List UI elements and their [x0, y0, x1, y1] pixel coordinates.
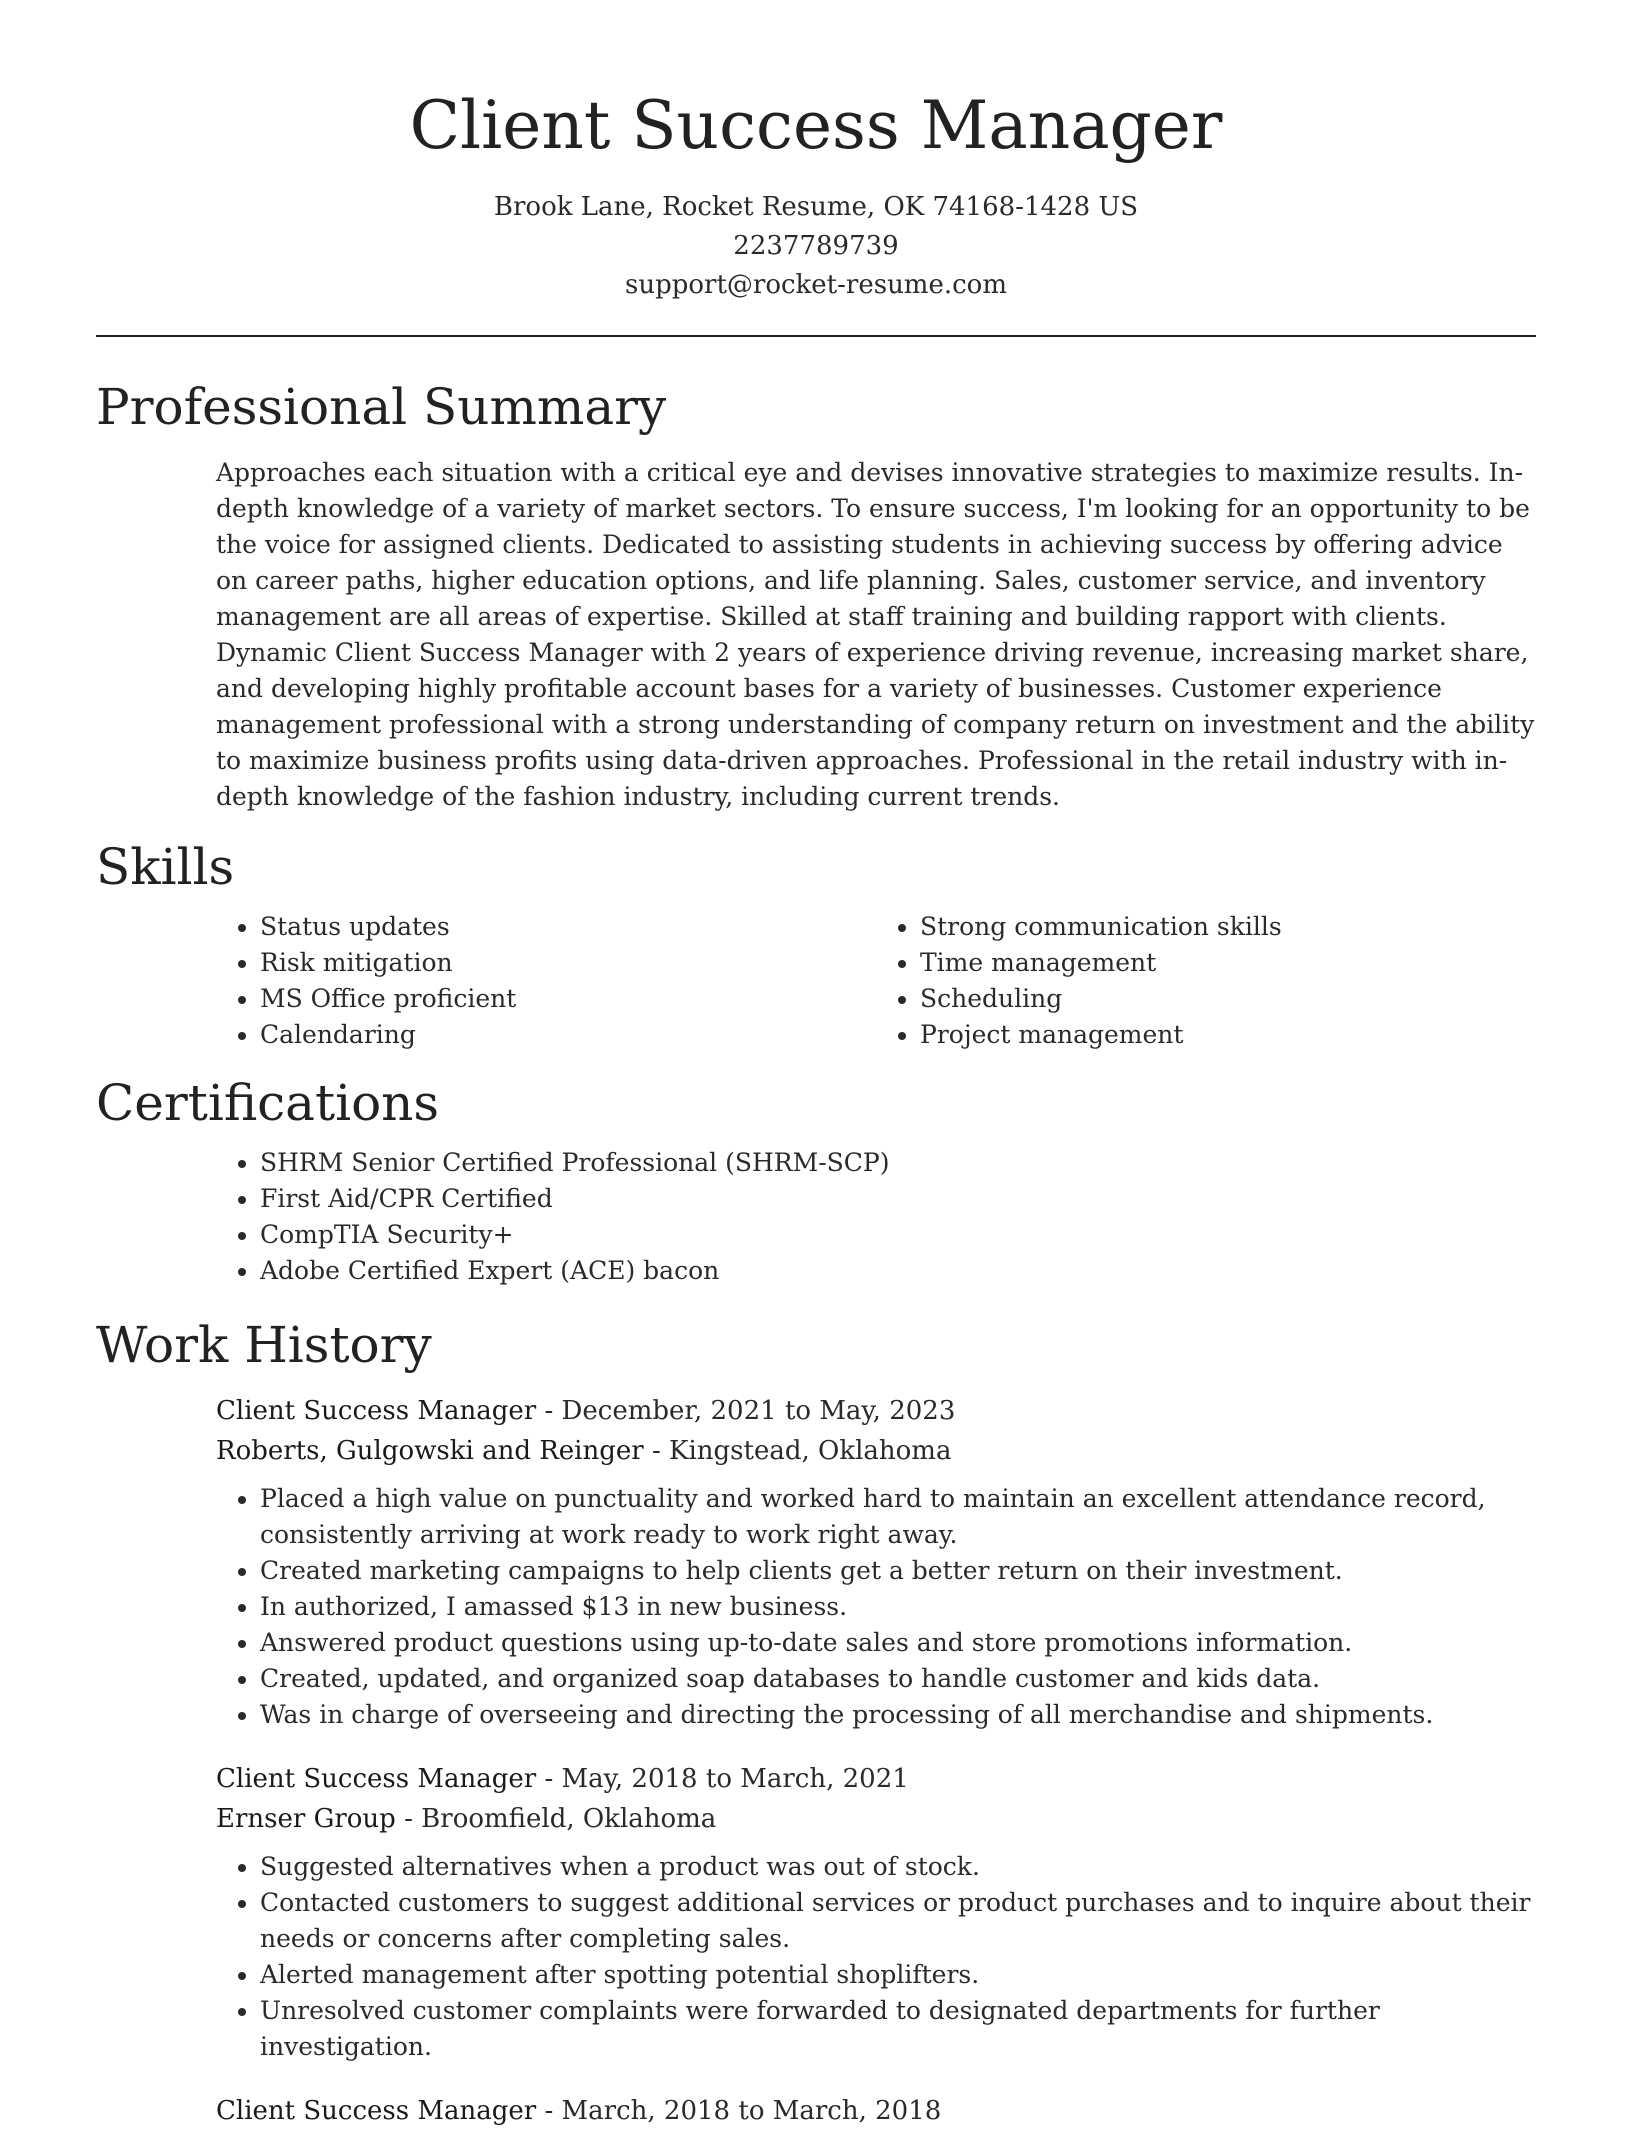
job-bullets: [216, 1849, 1536, 2065]
job-bullet: • Placed a high value on punctuality and worked hard to maintain an excellent attendance record, consistently arriving at work ready to work right away.: [260, 1481, 1536, 1553]
job-bullet: • Was in charge of overseeing and directing the processing of all merchandise and shipments.: [260, 1697, 1536, 1733]
certifications-title: Certifications: [96, 1074, 440, 1132]
job-bullet: • Created marketing campaigns to help clients get a better return on their investment.: [260, 1553, 1536, 1589]
work-history-title: Work History: [96, 1316, 432, 1374]
skills-grid: [216, 909, 1536, 1053]
contact-address: Brook Lane, Rocket Resume, OK 74168-1428 US: [493, 192, 1139, 222]
job-role: Client Success Manager: [216, 2096, 537, 2126]
contact-email: support@rocket-resume.com: [624, 270, 1007, 300]
job-bullet: • Alerted management after spotting potential shoplifters.: [260, 1957, 1536, 1993]
certification-item: • SHRM Senior Certified Professional (SHRM-SCP): [260, 1145, 1536, 1181]
resume-header: [96, 0, 1536, 305]
job-dates: March, 2018 to March, 2018: [561, 2096, 942, 2126]
certifications-section: [96, 1073, 1536, 1289]
job-role: Client Success Manager: [216, 1396, 537, 1426]
contact-phone: 2237789739: [733, 231, 899, 261]
job-location: Broomfield, Oklahoma: [421, 1804, 717, 1834]
job-dates: December, 2021 to May, 2023: [561, 1396, 956, 1426]
summary-text: Approaches each situation with a critical eye and devises innovative strategies to maximize results. In-depth knowledge of a variety of market sectors. To ensure success, I'm looking for an opportunity to be the voice for assigned clients. Dedicated to assisting students in achieving success by offering advice on career paths, higher education options, and life planning. Sales, customer service, and inventory management are all areas of expertise. Skilled at staff training and building rapport with clients. Dynamic Client Success Manager with 2 years of experience driving revenue, increasing market share, and developing highly profitable account bases for a variety of businesses. Customer experience management professional with a strong understanding of company return on investment and the ability to maximize business profits using data-driven approaches. Professional in the retail industry with in-depth knowledge of the fashion industry, including current trends.: [216, 458, 1535, 811]
skill-item: • Project management: [920, 1017, 1536, 1053]
work-history-section: [96, 1315, 1536, 2131]
candidate-name: Client Success Manager: [409, 87, 1223, 164]
skill-item: • MS Office proficient: [260, 981, 876, 1017]
job-title-line: Client Success Manager - December, 2021 to May, 2023: [216, 1396, 956, 1426]
contact-block: [96, 188, 1536, 305]
skill-item: • Scheduling: [920, 981, 1536, 1017]
skill-item: • Risk mitigation: [260, 945, 876, 981]
certifications-list: [216, 1145, 1536, 1289]
job-company-line: Ernser Group - Broomfield, Oklahoma: [216, 1804, 717, 1834]
certification-item: • CompTIA Security+: [260, 1217, 1536, 1253]
job-company: Roberts, Gulgowski and Reinger: [216, 1436, 644, 1466]
skills-right-list: [876, 909, 1536, 1053]
job-bullets: [216, 1481, 1536, 1733]
job-bullet: • Suggested alternatives when a product was out of stock.: [260, 1849, 1536, 1885]
summary-title: Professional Summary: [96, 378, 667, 436]
job-bullet: • Answered product questions using up-to-date sales and store promotions information.: [260, 1625, 1536, 1661]
header-divider: [96, 335, 1536, 337]
job-bullet: • Contacted customers to suggest additional services or product purchases and to inquire about their needs or concerns after completing sales.: [260, 1885, 1536, 1957]
job-title-line: Client Success Manager - March, 2018 to March, 2018: [216, 2096, 942, 2126]
job-title-line: Client Success Manager - May, 2018 to March, 2021: [216, 1764, 909, 1794]
job-location: Kingstead, Oklahoma: [669, 1436, 952, 1466]
certification-item: • Adobe Certified Expert (ACE) bacon: [260, 1253, 1536, 1289]
skill-item: • Time management: [920, 945, 1536, 981]
skills-left-list: [216, 909, 876, 1053]
skill-item: • Strong communication skills: [920, 909, 1536, 945]
job-entry: [216, 1391, 1536, 1733]
skills-section: [96, 837, 1536, 1053]
resume-page: [96, 0, 1536, 2131]
certification-item: • First Aid/CPR Certified: [260, 1181, 1536, 1217]
job-bullet: • Unresolved customer complaints were forwarded to designated departments for further investigation.: [260, 1993, 1536, 2065]
job-entry: [216, 2091, 1536, 2131]
job-company-line: Roberts, Gulgowski and Reinger - Kingstead, Oklahoma: [216, 1436, 952, 1466]
job-dates: May, 2018 to March, 2021: [561, 1764, 909, 1794]
job-company: Ernser Group: [216, 1804, 396, 1834]
job-role: Client Success Manager: [216, 1764, 537, 1794]
job-bullet: • In authorized, I amassed $13 in new business.: [260, 1589, 1536, 1625]
skills-title: Skills: [96, 838, 235, 896]
summary-section: [96, 377, 1536, 815]
skill-item: • Calendaring: [260, 1017, 876, 1053]
job-bullet: • Created, updated, and organized soap databases to handle customer and kids data.: [260, 1661, 1536, 1697]
skill-item: • Status updates: [260, 909, 876, 945]
job-entry: [216, 1759, 1536, 2065]
